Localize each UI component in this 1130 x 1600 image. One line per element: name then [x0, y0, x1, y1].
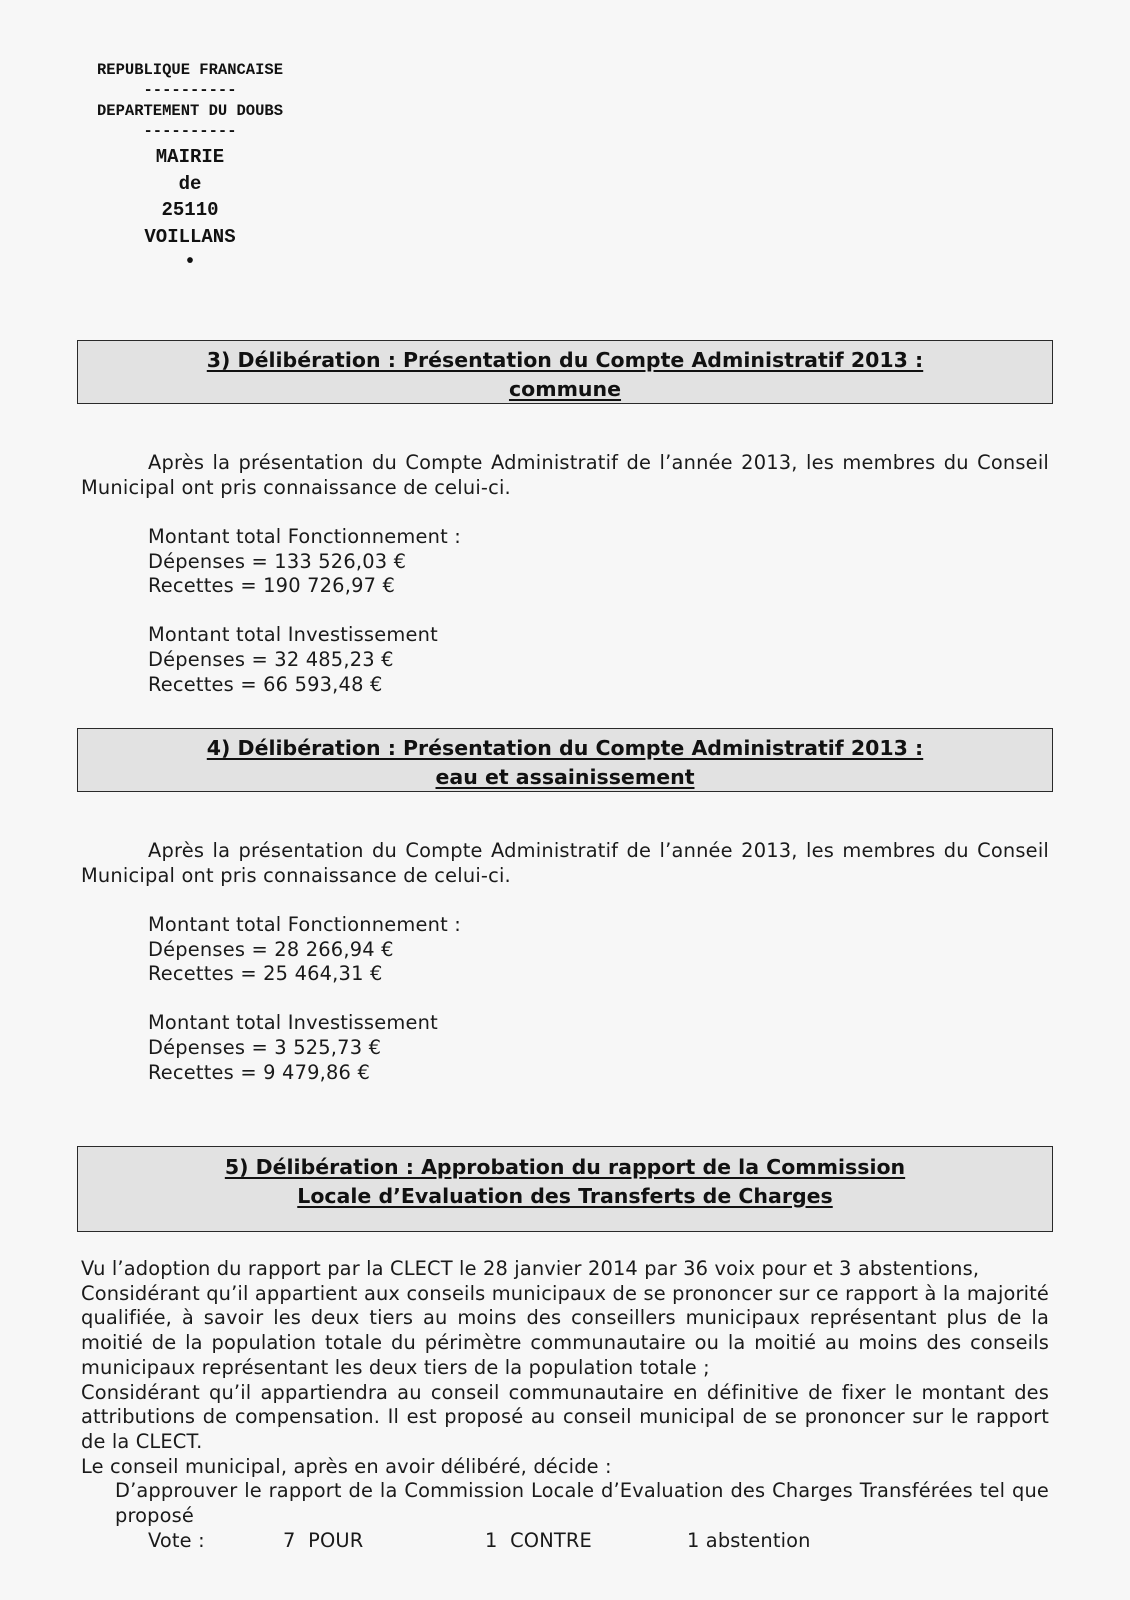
section4-investissement-depenses: Dépenses = 3 525,73 € [148, 1035, 382, 1059]
section5-title-line1: 5) Délibération : Approbation du rapport de la Commission [224, 1155, 906, 1179]
vote-contre: 1 CONTRE [485, 1528, 592, 1552]
section3-fonctionnement-label: Montant total Fonctionnement : [148, 525, 461, 548]
section5-para-considerant-2: Considérant qu’il appartiendra au conseil communautaire en définitive de fixer le montant des attributions de compensation. Il est proposé au conseil municipal de se prononcer sur le rapport de la CLECT. [81, 1380, 1049, 1453]
section4-title [78, 734, 1052, 791]
letterhead-separator: ---------- [143, 122, 237, 140]
section3-investissement-depenses: Dépenses = 32 485,23 € [148, 647, 394, 671]
section5-header-box [77, 1146, 1053, 1232]
letterhead-mairie: MAIRIE [155, 146, 225, 168]
letterhead-bullet: • [183, 251, 196, 274]
section3-fonctionnement-recettes: Recettes = 190 726,97 € [148, 574, 396, 598]
section5-body [81, 1257, 1049, 1553]
section5-para-considerant-1: Considérant qu’il appartient aux conseils municipaux de se prononcer sur ce rapport à la majorité qualifiée, à savoir les deux tiers au moins des conseillers municipaux représentant plus de la moitié de la population totale du périmètre communautaire ou la moitié au moins des conseils municipaux représentant les deux tiers de la population totale ; [81, 1281, 1049, 1379]
letterhead-departement: DEPARTEMENT DU DOUBS [96, 102, 284, 120]
section4-intro: Après la présentation du Compte Administratif de l’année 2013, les membres du Conseil Municipal ont pris connaissance de celui-ci. [81, 839, 1049, 887]
section4-title-line1: 4) Délibération : Présentation du Compte Administratif 2013 : [206, 736, 924, 760]
section5-title [78, 1153, 1052, 1210]
letterhead-separator: ---------- [143, 81, 237, 99]
section4-investissement-label: Montant total Investissement [148, 1011, 438, 1035]
section4-fonctionnement-label: Montant total Fonctionnement : [148, 913, 461, 936]
section5-para-decide: Le conseil municipal, après en avoir délibéré, décide : [81, 1454, 612, 1478]
section4-header-box [77, 728, 1053, 792]
vote-pour: 7 POUR [283, 1528, 364, 1552]
section3-header-box [77, 340, 1053, 404]
section3-investissement-recettes: Recettes = 66 593,48 € [148, 672, 383, 696]
section3-title-line2: commune [508, 376, 622, 401]
section4-fonctionnement-depenses: Dépenses = 28 266,94 € [148, 937, 394, 961]
vote-abstention: 1 abstention [687, 1528, 811, 1552]
section3-intro: Après la présentation du Compte Administratif de l’année 2013, les membres du Conseil Municipal ont pris connaissance de celui-ci. [81, 451, 1049, 499]
section5-decision: D’approuver le rapport de la Commission Locale d’Evaluation des Charges Transférées tel que proposé [115, 1479, 1049, 1528]
section4-fonctionnement-recettes: Recettes = 25 464,31 € [148, 962, 383, 986]
section3-title-line1: 3) Délibération : Présentation du Compte Administratif 2013 : [206, 348, 924, 372]
letterhead-postcode: 25110 [161, 199, 219, 221]
section3-amounts [148, 525, 748, 697]
section4-title-line2: eau et assainissement [435, 764, 695, 789]
section4-investissement-recettes: Recettes = 9 479,86 € [148, 1060, 370, 1084]
letterhead-de: de [178, 172, 202, 195]
letterhead-town: VOILLANS [144, 225, 236, 248]
vote-label: Vote : [148, 1528, 205, 1552]
section5-para-vu: Vu l’adoption du rapport par la CLECT le 28 janvier 2014 par 36 voix pour et 3 abstentions, [81, 1257, 980, 1280]
section3-investissement-label: Montant total Investissement [148, 623, 438, 647]
section4-amounts [148, 913, 748, 1085]
section3-fonctionnement-depenses: Dépenses = 133 526,03 € [148, 549, 407, 573]
section5-title-line2: Locale d’Evaluation des Transferts de Charges [297, 1183, 833, 1208]
section5-vote-row [81, 1529, 1049, 1554]
letterhead [70, 60, 310, 276]
section3-title [78, 346, 1052, 403]
letterhead-republique: REPUBLIQUE FRANCAISE [96, 61, 284, 79]
